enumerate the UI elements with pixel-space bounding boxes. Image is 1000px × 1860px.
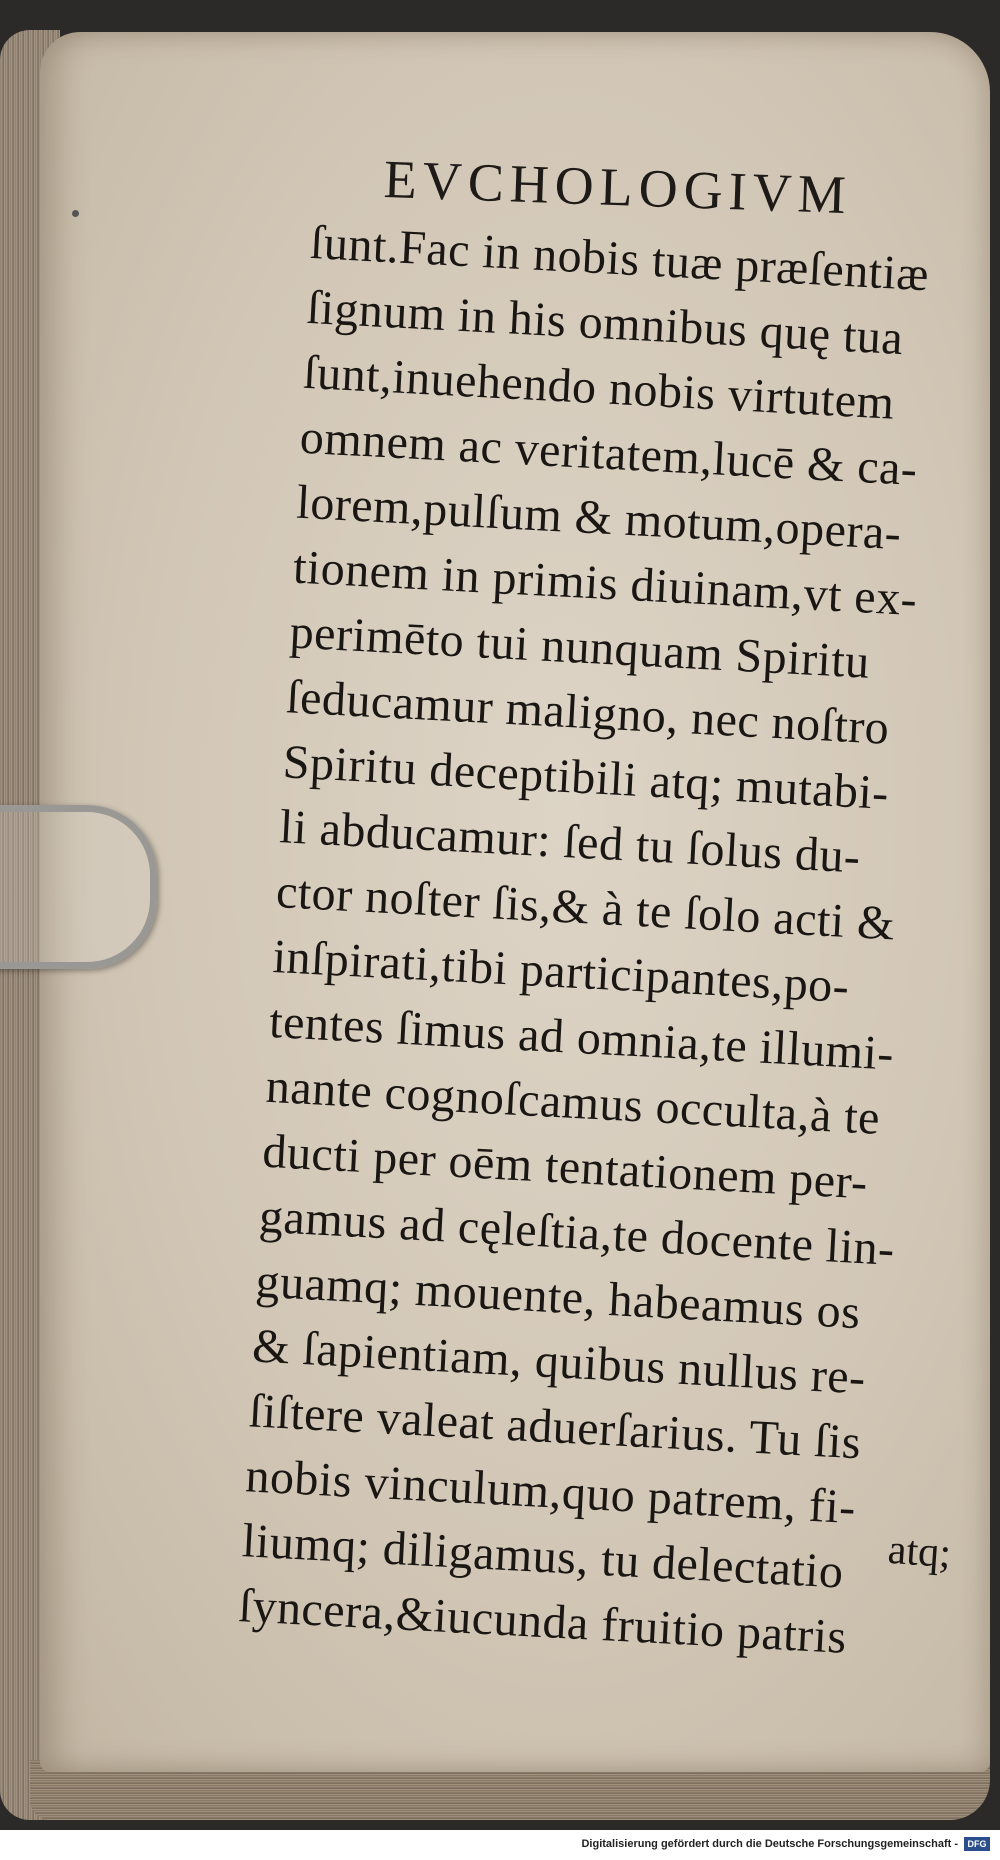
funding-credit: Digitalisierung gefördert durch die Deutsche Forschungsgemeinschaft -: [581, 1838, 958, 1850]
body-text: [237, 210, 971, 1673]
text-line: & ſapientiam, quibus nullus re-: [251, 1319, 868, 1405]
text-line: gamus ad cęleſtia,te docente lin-: [257, 1189, 897, 1276]
text-line: ducti per oēm tentationem per-: [261, 1124, 870, 1210]
text-line: ſiſtere valeat aduerſarius. Tu ſis: [247, 1384, 863, 1470]
dfg-logo: DFG: [964, 1837, 990, 1851]
text-line: ſignum in his omnibus quę tua: [305, 280, 905, 366]
text-line: ſunt,inuehendo nobis virtutem: [302, 345, 896, 430]
text-line: ctor noſter ſis,& à te ſolo acti &: [274, 865, 897, 951]
text-line: inſpirati,tibi participantes,po-: [271, 930, 851, 1014]
ink-spot: [72, 210, 79, 217]
running-header: EVCHOLOGIVM: [382, 148, 853, 226]
text-line: perimēto tui nunquam Spiritu: [288, 605, 872, 689]
text-line: nobis vinculum,quo patrem, fi-: [244, 1449, 858, 1535]
catchword: atq;: [886, 1526, 953, 1578]
text-line: ſyncera,&iucunda fruitio patris: [237, 1579, 849, 1664]
text-line: nante cognoſcamus occulta,à te: [264, 1059, 882, 1145]
text-line: ſeducamur maligno, nec noſtro: [285, 670, 891, 755]
page-clip: [0, 805, 157, 969]
footer-bar: [0, 1830, 1000, 1860]
text-line: liumq; diligamus, tu delectatio: [240, 1514, 845, 1599]
text-line: Spiritu deceptibili atq; mutabi-: [281, 735, 891, 820]
text-line: omnem ac veritatem,lucē & ca-: [298, 410, 919, 497]
text-line: li abducamur: ſed tu ſolus du-: [278, 800, 862, 884]
text-line: guamq; mouente, habeamus os: [254, 1254, 862, 1340]
text-line: lorem,pulſum & motum,opera-: [295, 475, 903, 561]
text-line: ſunt.Fac in nobis tuæ præſentiæ: [308, 215, 931, 302]
text-line: tentes ſimus ad omnia,te illumi-: [268, 994, 896, 1081]
text-line: tionem in primis diuinam,vt ex-: [291, 540, 919, 627]
